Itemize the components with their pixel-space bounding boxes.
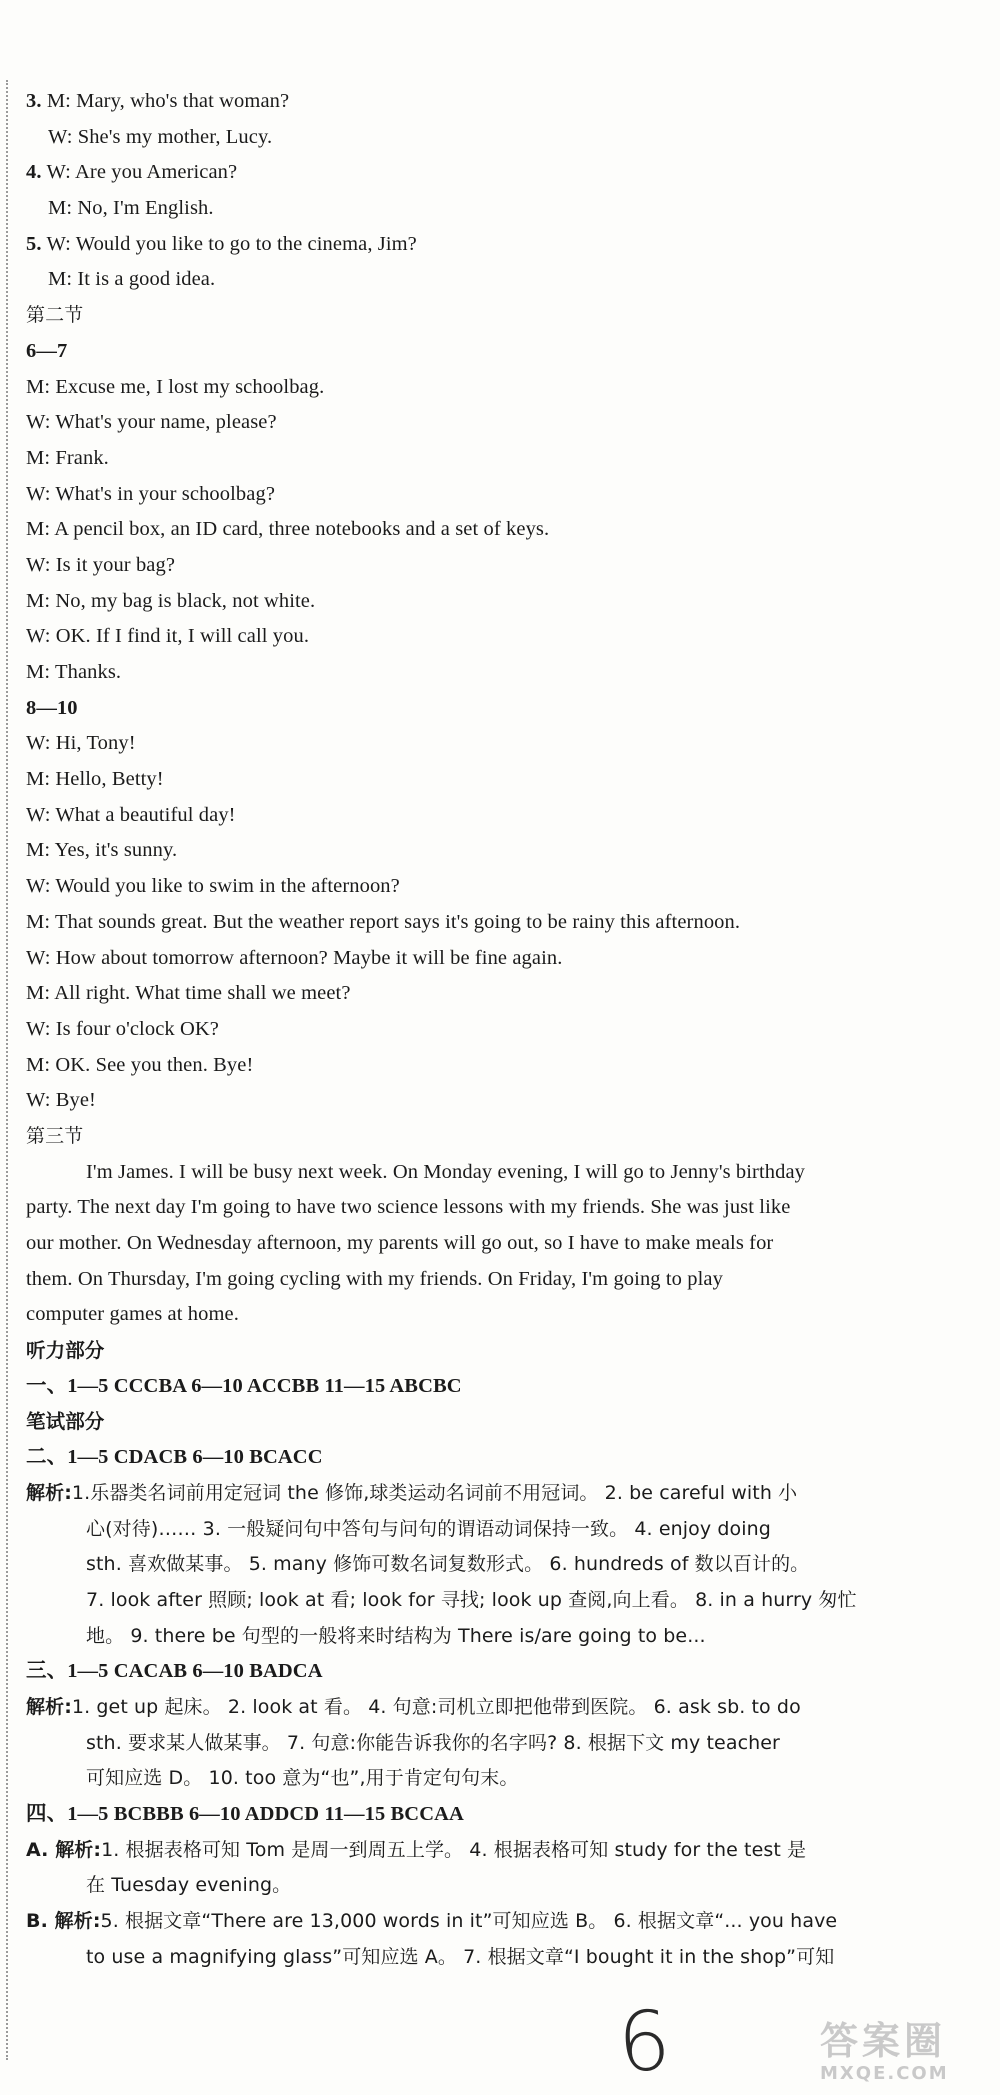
dialogue-line: M: No, my bag is black, not white. [26, 589, 316, 612]
explanation-line: sth. 喜欢做某事。 5. many 修饰可数名词复数形式。 6. hundreds of 数以百计的。 [86, 1553, 810, 1576]
binding-margin-line [6, 80, 8, 2060]
explanation-line: B. 解析:5. 根据文章“There are 13,000 words in it”可知应选 B。 6. 根据文章“... you have [26, 1910, 838, 1933]
explanation-line: 7. look after 照顾; look at 看; look for 寻找; look up 查阅,向上看。 8. in a hurry 匆忙 [86, 1588, 857, 1611]
range-heading: 8—10 [26, 696, 78, 719]
explanation-line: sth. 要求某人做某事。 7. 句意:你能告诉我你的名字吗? 8. 根据下文 my teacher [86, 1731, 780, 1754]
explanation-line: 可知应选 D。 10. too 意为“也”,用于肯定句句末。 [86, 1767, 519, 1790]
watermark-logo [820, 2010, 990, 2090]
dialogue-line: W: Bye! [26, 1089, 96, 1112]
dialogue-line: M: A pencil box, an ID card, three notebooks and a set of keys. [26, 518, 550, 541]
dialogue-line: M: It is a good idea. [48, 268, 216, 291]
answer-page [26, 84, 976, 1975]
listening-answers: 一、1—5 CCCBA 6—10 ACCBB 11—15 ABCBC [26, 1374, 462, 1397]
dialogue-line: 4. W: Are you American? [26, 161, 238, 184]
dialogue-line: W: Would you like to swim in the afternoon? [26, 875, 400, 898]
dialogue-line: M: No, I'm English. [48, 197, 214, 220]
listening-heading: 听力部分 [26, 1339, 105, 1363]
watermark-top: 答案圈 [820, 2019, 947, 2063]
passage-line: them. On Thursday, I'm going cycling with my friends. On Friday, I'm going to play [26, 1267, 723, 1290]
dialogue-line: M: That sounds great. But the weather report says it's going to be rainy this afternoon. [26, 910, 741, 933]
dialogue-line: M: OK. See you then. Bye! [26, 1053, 254, 1076]
section-heading: 第三节 [26, 1124, 84, 1147]
passage-line: party. The next day I'm going to have two science lessons with my friends. She was just like [26, 1196, 791, 1219]
dialogue-line: 3. M: Mary, who's that woman? [26, 90, 290, 112]
dialogue-line: M: Thanks. [26, 661, 122, 683]
dialogue-line: W: OK. If I find it, I will call you. [26, 625, 310, 648]
page-number: 6 [614, 1993, 674, 2092]
dialogue-line: M: Excuse me, I lost my schoolbag. [26, 375, 325, 398]
dialogue-line: 5. W: Would you like to go to the cinema, Jim? [26, 232, 417, 255]
dialogue-line: M: All right. What time shall we meet? [26, 982, 351, 1005]
dialogue-line: W: What's in your schoolbag? [26, 482, 276, 505]
dialogue-line: W: How about tomorrow afternoon? Maybe it will be fine again. [26, 946, 563, 969]
explanation-line: 地。 9. there be 句型的一般将来时结构为 There is/are going to be... [86, 1624, 706, 1647]
dialogue-line: W: Hi, Tony! [26, 732, 136, 755]
part4-answers: 四、1—5 BCBBB 6—10 ADDCD 11—15 BCCAA [26, 1803, 464, 1825]
explanation-line: 心(对待)…… 3. 一般疑问句中答句与问句的谓语动词保持一致。 4. enjoy doing [86, 1517, 771, 1540]
dialogue-line: W: Is it your bag? [26, 553, 176, 576]
explanation-line: 在 Tuesday evening。 [86, 1874, 292, 1897]
dialogue-line: W: What's your name, please? [26, 411, 277, 434]
explanation-line: A. 解析:1. 根据表格可知 Tom 是周一到周五上学。 4. 根据表格可知 study for the test 是 [26, 1838, 807, 1861]
dialogue-line: W: Is four o'clock OK? [26, 1017, 219, 1040]
writing-heading: 笔试部分 [26, 1410, 105, 1434]
dialogue-line: M: Hello, Betty! [26, 768, 164, 791]
passage-line: our mother. On Wednesday afternoon, my parents will go out, so I have to make meals for [26, 1232, 774, 1254]
dialogue-line: M: Yes, it's sunny. [26, 839, 178, 862]
section-heading: 第二节 [26, 304, 84, 327]
passage-line: computer games at home. [26, 1303, 239, 1326]
range-heading: 6—7 [26, 339, 68, 362]
explanation-line: to use a magnifying glass”可知应选 A。 7. 根据文章“I bought it in the shop”可知 [86, 1945, 835, 1968]
passage-line: I'm James. I will be busy next week. On Monday evening, I will go to Jenny's birthday [86, 1160, 806, 1183]
watermark-bottom: MXQE.COM [820, 2063, 949, 2084]
explanation-line: 解析:1. get up 起床。 2. look at 看。 4. 句意:司机立即把他带到医院。 6. ask sb. to do [26, 1695, 801, 1718]
part2-answers: 二、1—5 CDACB 6—10 BCACC [26, 1446, 323, 1469]
dialogue-line: W: What a beautiful day! [26, 803, 236, 826]
explanation-line: 解析:1.乐器类名词前用定冠词 the 修饰,球类运动名词前不用冠词。 2. be careful with 小 [26, 1481, 798, 1504]
part3-answers: 三、1—5 CACAB 6—10 BADCA [26, 1660, 323, 1683]
dialogue-line: M: Frank. [26, 446, 109, 469]
dialogue-line: W: She's my mother, Lucy. [48, 125, 273, 148]
